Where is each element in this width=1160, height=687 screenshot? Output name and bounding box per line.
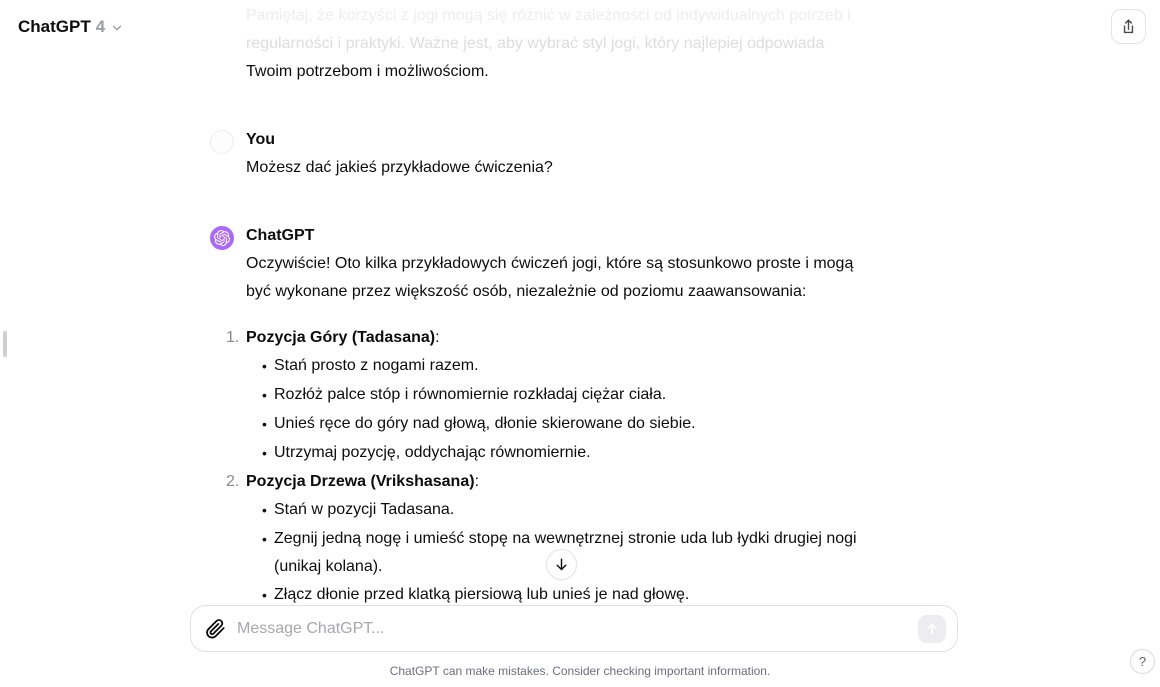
bullet-text: Złącz dłonie przed klatką piersiową lub unieś je nad głowę. — [274, 586, 690, 603]
tail-line: Pamiętaj, że korzyści z jogi mogą się różnić w zależności od indywidualnych potrzeb i — [246, 7, 851, 24]
title-suffix: : — [474, 473, 480, 490]
message-composer — [190, 605, 958, 652]
tail-line: Twoim potrzebom i możliwościom. — [246, 63, 489, 80]
bullet-text: Stań w pozycji Tadasana. — [274, 501, 455, 518]
user-author-label: You — [246, 131, 276, 148]
paperclip-icon — [204, 618, 226, 640]
list-marker: 1. — [226, 329, 240, 346]
assistant-avatar — [210, 226, 234, 250]
user-avatar — [210, 130, 234, 154]
bullet-item — [246, 381, 864, 410]
model-switcher[interactable] — [12, 13, 130, 41]
list-item — [226, 468, 864, 496]
bullet-item — [246, 439, 864, 468]
bullet-item — [246, 410, 864, 439]
arrow-down-icon — [553, 556, 570, 573]
list-marker: 2. — [226, 473, 240, 490]
user-avatar-col — [210, 126, 234, 182]
share-icon — [1119, 17, 1138, 36]
tail-line: regularności i praktyki. Ważne jest, aby wybrać styl jogi, który najlepiej odpowiada — [246, 35, 825, 52]
send-button[interactable] — [918, 615, 946, 643]
bullet-icon — [262, 496, 274, 525]
bullet-icon — [262, 439, 274, 468]
avatar-spacer — [210, 2, 234, 86]
bullet-item — [246, 352, 864, 381]
bullet-text: Stań prosto z nogami razem. — [274, 357, 479, 374]
user-message — [210, 126, 958, 182]
user-message-text: Możesz dać jakieś przykładowe ćwiczenia? — [246, 159, 553, 176]
bullet-item — [246, 496, 864, 525]
list-item-title — [246, 468, 479, 496]
disclaimer-text: ChatGPT can make mistakes. Consider checking important information. — [389, 664, 771, 678]
assistant-message — [210, 222, 958, 610]
assistant-message-tail — [210, 2, 958, 86]
message-input[interactable] — [231, 620, 918, 638]
openai-logo-icon — [214, 230, 230, 246]
help-button[interactable]: ? — [1130, 649, 1155, 674]
bullet-icon — [262, 381, 274, 410]
pose-name: Pozycja Góry (Tadasana) — [246, 329, 436, 346]
bullet-text: Rozłóż palce stóp i równomiernie rozkładaj ciężar ciała. — [274, 386, 667, 403]
model-version: 4 — [95, 17, 106, 36]
list-item-title — [246, 324, 440, 352]
bullet-text: Unieś ręce do góry nad głową, dłonie skierowane do siebie. — [274, 415, 696, 432]
pose-name: Pozycja Drzewa (Vrikshasana) — [246, 473, 475, 490]
assistant-author-label: ChatGPT — [246, 227, 315, 244]
assistant-avatar-col — [210, 222, 234, 610]
user-message-body — [246, 126, 553, 182]
bullet-text: Utrzymaj pozycję, oddychając równomiernie. — [274, 444, 591, 461]
conversation — [210, 0, 958, 650]
bullet-icon — [262, 352, 274, 381]
arrow-up-icon — [924, 621, 940, 637]
sidebar-toggle-handle[interactable] — [3, 331, 7, 357]
bullet-icon — [262, 410, 274, 439]
bullet-text: Zegnij jedną nogę i umieść stopę na wewnętrznej stronie uda lub łydki drugiej nogi (unikaj kolana). — [274, 530, 857, 575]
assistant-intro-text: Oczywiście! Oto kilka przykładowych ćwiczeń jogi, które są stosunkowo proste i mogą być wykonane przez większość osób, niezależnie od poziomu zaawansowania: — [246, 255, 854, 300]
assistant-tail-text — [246, 2, 851, 86]
attach-file-button[interactable] — [191, 606, 231, 651]
share-button[interactable] — [1111, 9, 1146, 44]
app-name: ChatGPT — [18, 17, 91, 36]
title-suffix: : — [435, 329, 440, 346]
list-item — [226, 324, 864, 352]
scroll-to-bottom-button[interactable] — [546, 549, 577, 580]
chevron-down-icon — [110, 21, 124, 35]
bullet-icon — [262, 525, 274, 581]
